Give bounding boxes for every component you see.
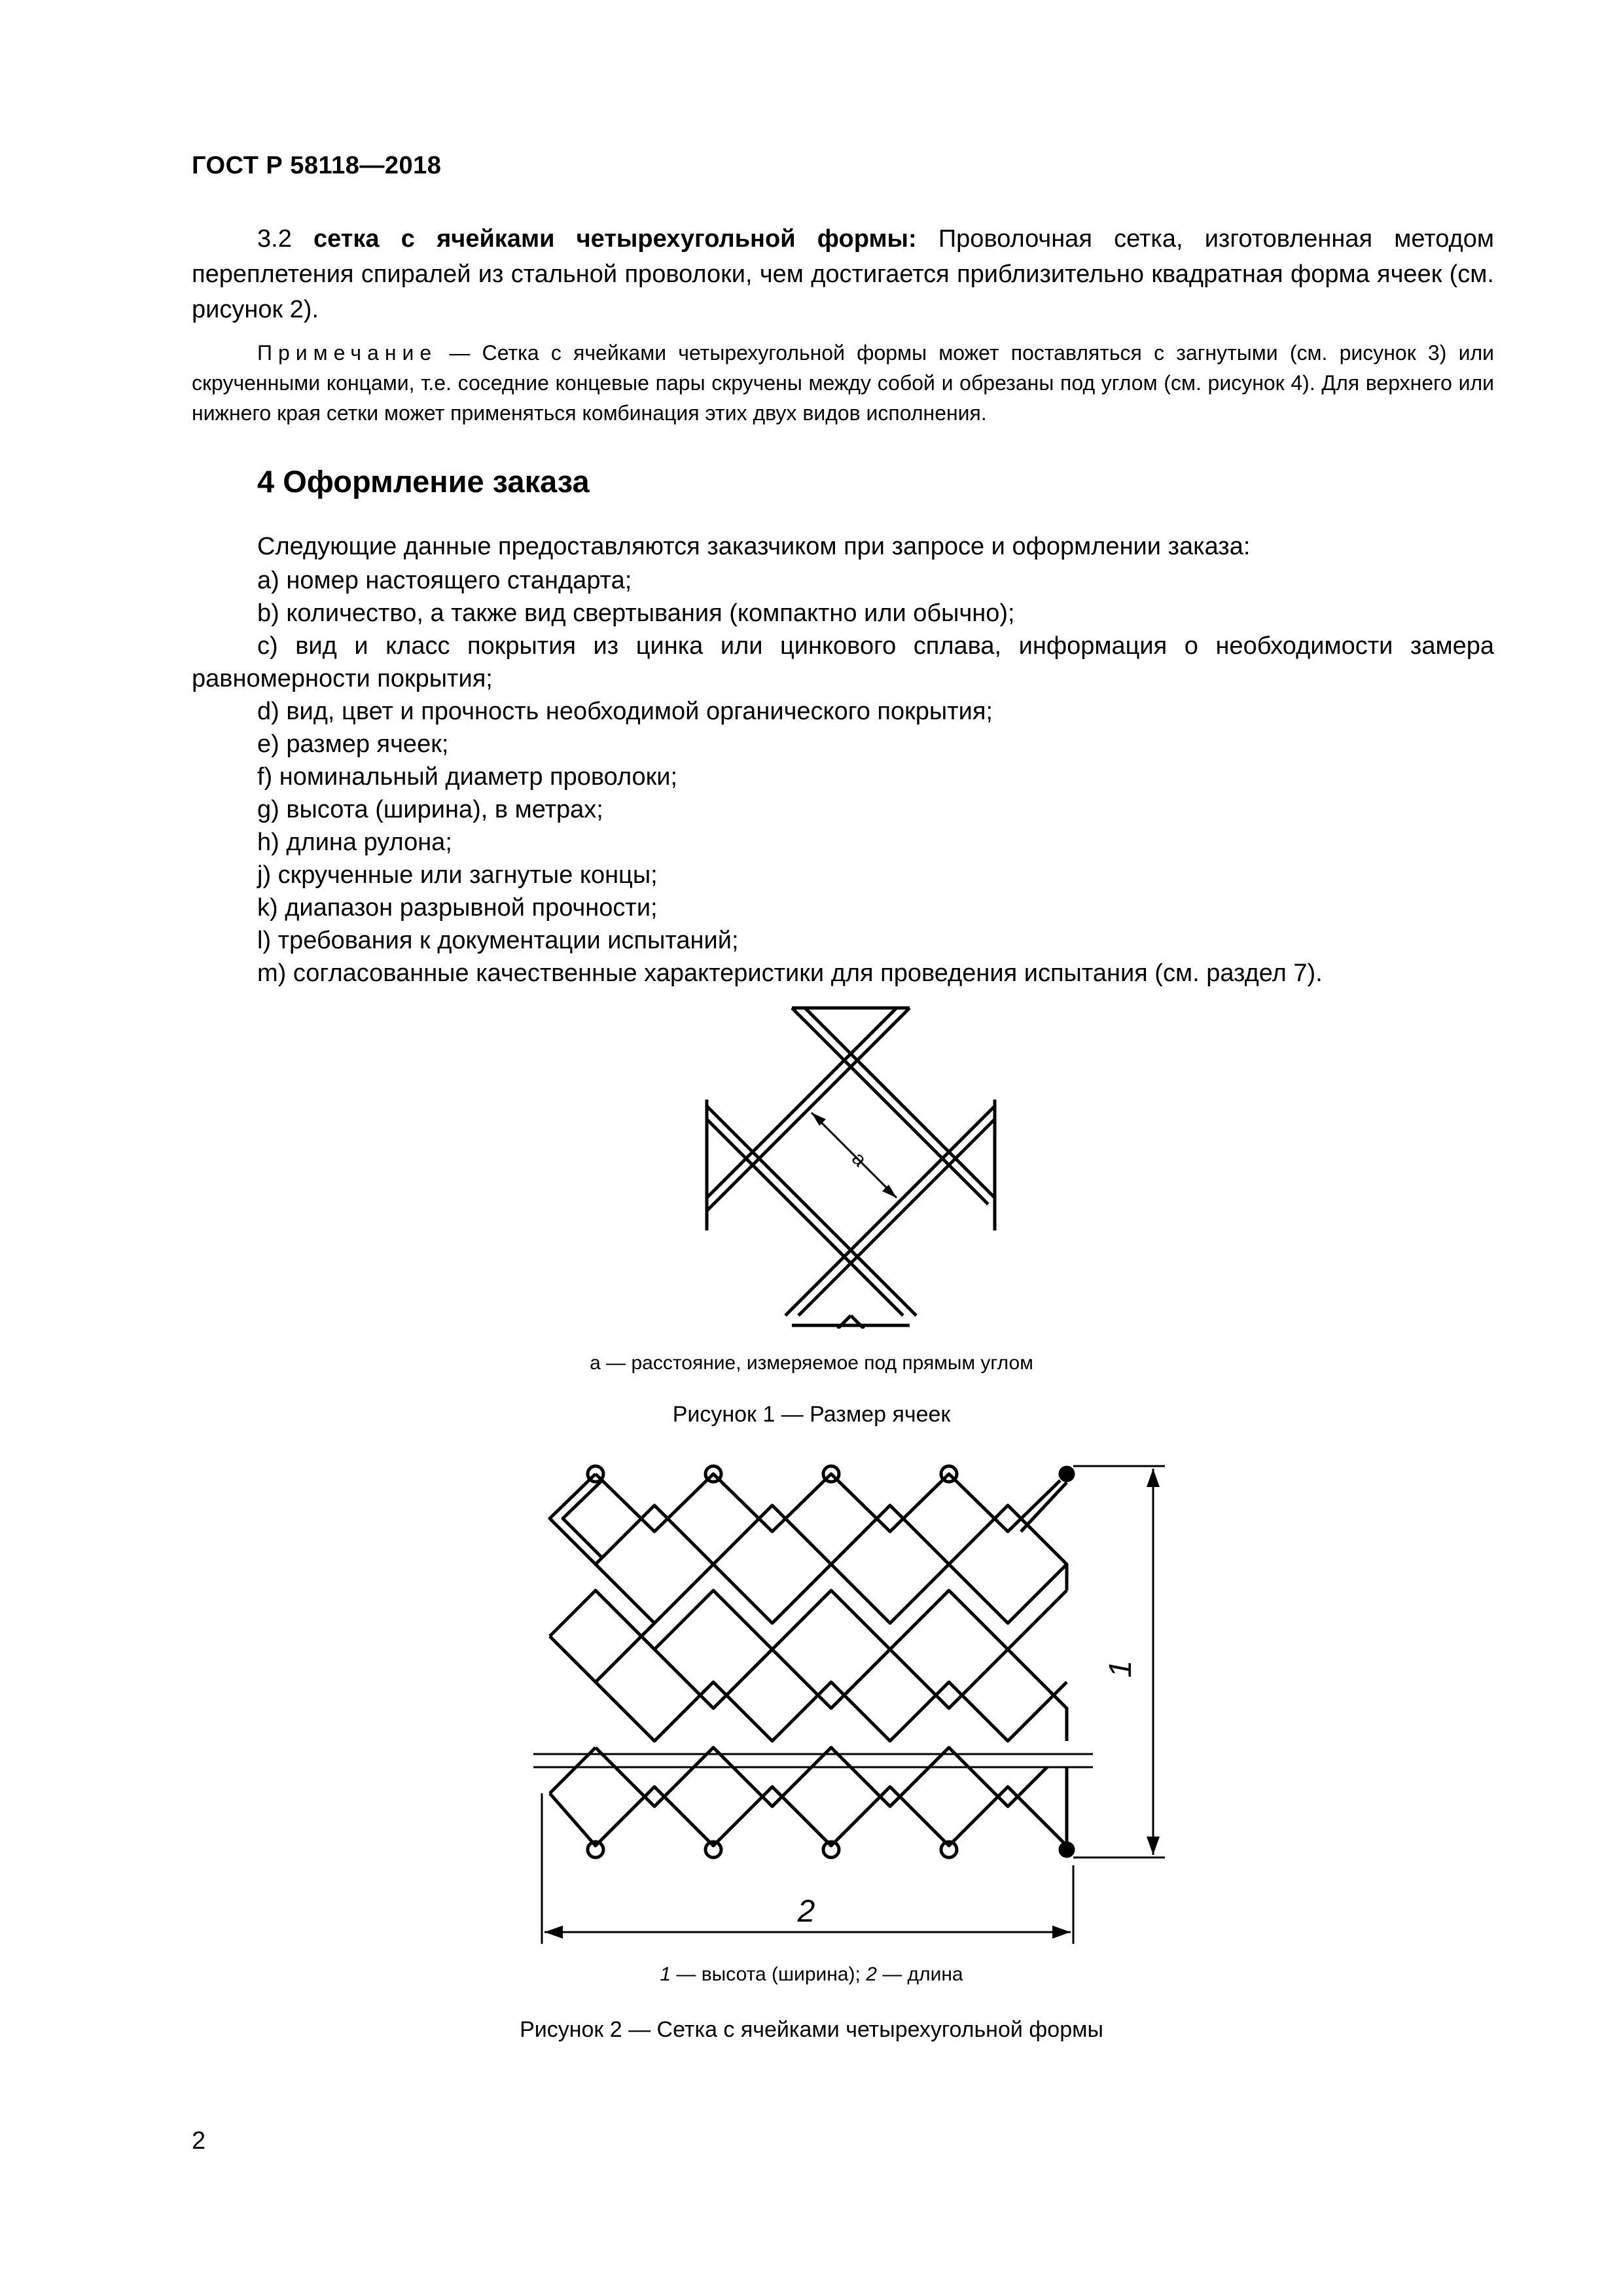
figure-1-dim-label: a bbox=[847, 1147, 871, 1171]
list-item: e) размер ячеек; bbox=[257, 730, 449, 758]
document-header: ГОСТ Р 58118—2018 bbox=[192, 152, 442, 179]
figure-1-legend: a — расстояние, измеряемое под прямым углом bbox=[590, 1352, 1033, 1374]
legend-text-2: — длина bbox=[876, 1964, 963, 1985]
list-item: c) вид и класс покрытия из цинка или цинкового сплава, информация о необходимости замера равномерности покрытия; bbox=[192, 632, 1494, 692]
list-item: m) согласованные качественные характеристики для проведения испытания (см. раздел 7). bbox=[257, 960, 1323, 987]
note-text: — Сетка с ячейками четырехугольной формы может поставляться с загнутыми (см. рисунок 3) или скрученными концами, т.е. соседние концевые пары скручены между собой и обрезаны под углом (см. рисунок 4). Для верхнего или нижнего края сетки может применяться комбинация этих двух видов исполнения. bbox=[192, 341, 1495, 425]
figure-2-title: Рисунок 2 — Сетка с ячейками четырехугольной формы bbox=[520, 2017, 1103, 2042]
figure-1-mesh-cell bbox=[707, 1008, 995, 1329]
clause-definition: Проволочная сетка, изготовленная методом переплетения спиралей из стальной проволоки, чем достигается приблизительно квадратная форма ячеек (см. рисунок 2). bbox=[192, 225, 1494, 323]
figure-2-legend bbox=[0, 1964, 1623, 1986]
list-item: b) количество, а также вид свертывания (компактно или обычно); bbox=[257, 600, 1015, 627]
figure-2-height-label: 1 bbox=[1103, 1660, 1138, 1678]
list-item: l) требования к документации испытаний; bbox=[257, 927, 739, 954]
section-4-intro: Следующие данные предоставляются заказчиком при запросе и оформлении заказа: bbox=[257, 533, 1251, 560]
figure-1-title: Рисунок 1 — Размер ячеек bbox=[672, 1402, 951, 1427]
note-label: Примечание bbox=[257, 341, 438, 365]
legend-num-2: 2 bbox=[866, 1964, 877, 1985]
figure-2-length-label: 2 bbox=[797, 1894, 815, 1929]
list-item: g) высота (ширина), в метрах; bbox=[257, 796, 603, 823]
list-item: a) номер настоящего стандарта; bbox=[257, 567, 632, 594]
list-item: f) номинальный диаметр проволоки; bbox=[257, 763, 678, 791]
list-item: j) скрученные или загнутые концы; bbox=[257, 861, 658, 889]
clause-term: сетка с ячейками четырехугольной формы: bbox=[313, 225, 917, 253]
page-number: 2 bbox=[192, 2127, 206, 2155]
figure-2-mesh bbox=[533, 1466, 1093, 1857]
legend-text-1: — высота (ширина); bbox=[671, 1964, 866, 1985]
clause-number: 3.2 bbox=[257, 225, 292, 253]
section-4-heading: 4 Оформление заказа bbox=[257, 464, 590, 499]
list-item: k) диапазон разрывной прочности; bbox=[257, 894, 658, 922]
legend-num-1: 1 bbox=[660, 1964, 671, 1985]
list-item: d) вид, цвет и прочность необходимой органического покрытия; bbox=[257, 698, 993, 725]
list-item: h) длина рулона; bbox=[257, 829, 452, 856]
